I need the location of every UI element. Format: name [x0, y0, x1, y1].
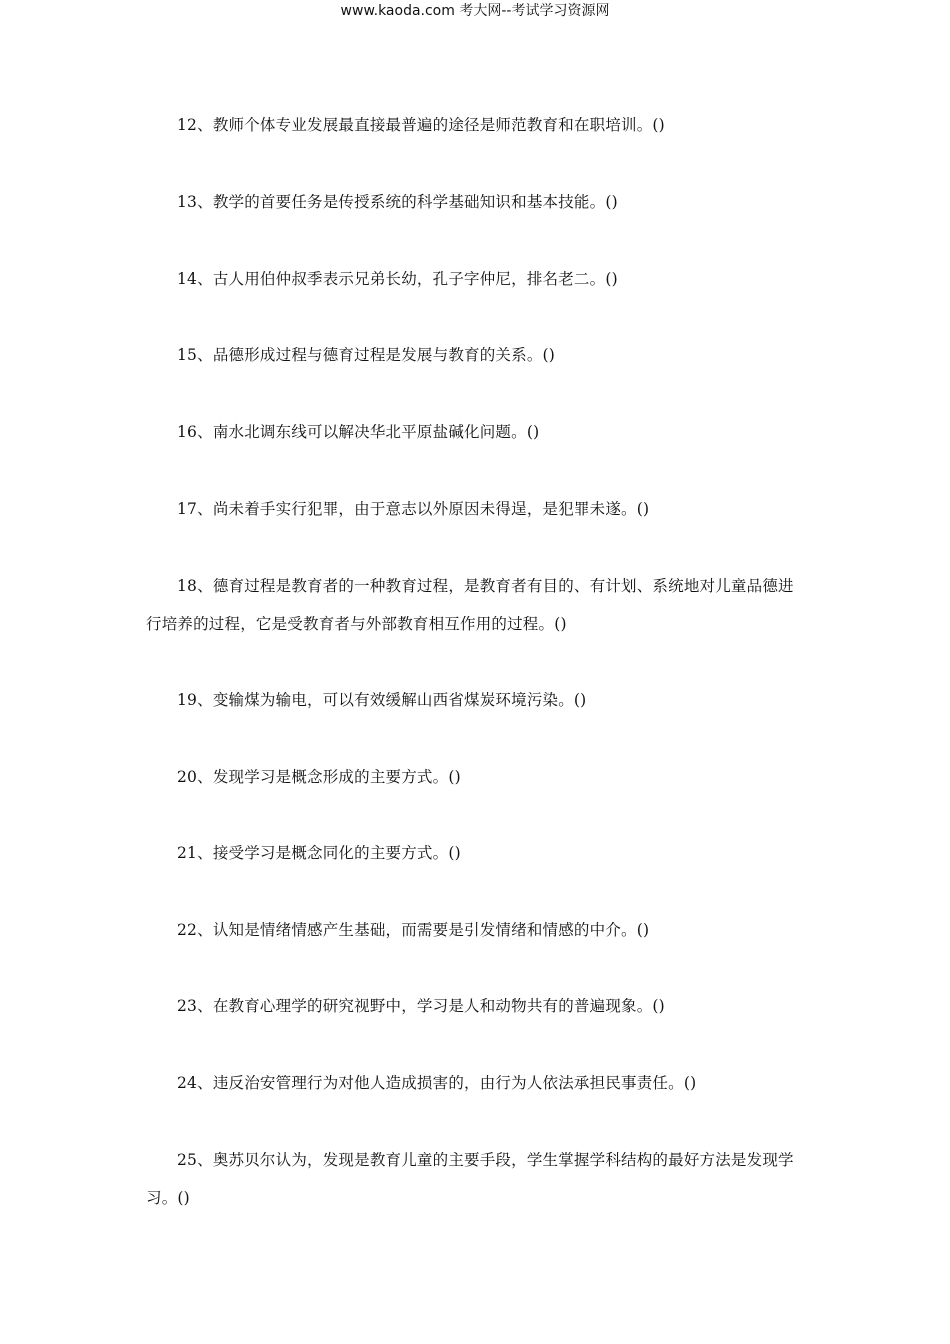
- site-url: www.kaoda.com: [340, 3, 455, 19]
- question-item: 14、古人用伯仲叔季表示兄弟长幼，孔子字仲尼，排名老二。(): [177, 270, 618, 288]
- question-item: 21、接受学习是概念同化的主要方式。(): [177, 844, 461, 862]
- question-item: 13、教学的首要任务是传授系统的科学基础知识和基本技能。(): [177, 193, 618, 211]
- question-item: 18、德育过程是教育者的一种教育过程，是教育者有目的、有计划、系统地对儿童品德进行培养的过程，它是受教育者与外部教育相互作用的过程。(): [146, 577, 794, 633]
- question-item: 22、认知是情绪情感产生基础，而需要是引发情绪和情感的中介。(): [177, 921, 650, 939]
- question-item: 12、教师个体专业发展最直接最普遍的途径是师范教育和在职培训。(): [177, 116, 665, 134]
- question-item: 19、变输煤为输电，可以有效缓解山西省煤炭环境污染。(): [177, 691, 587, 709]
- question-item: 25、奥苏贝尔认为，发现是教育儿童的主要手段，学生掌握学科结构的最好方法是发现学习。(): [146, 1151, 794, 1207]
- site-title: 考大网--考试学习资源网: [459, 3, 610, 19]
- question-item: 15、品德形成过程与德育过程是发展与教育的关系。(): [177, 346, 556, 364]
- question-item: 23、在教育心理学的研究视野中，学习是人和动物共有的普遍现象。(): [177, 997, 665, 1015]
- question-item: 17、尚未着手实行犯罪，由于意志以外原因未得逞，是犯罪未遂。(): [177, 500, 650, 518]
- question-item: 20、发现学习是概念形成的主要方式。(): [177, 768, 461, 786]
- question-item: 24、违反治安管理行为对他人造成损害的，由行为人依法承担民事责任。(): [177, 1074, 697, 1092]
- question-item: 16、南水北调东线可以解决华北平原盐碱化问题。(): [177, 423, 540, 441]
